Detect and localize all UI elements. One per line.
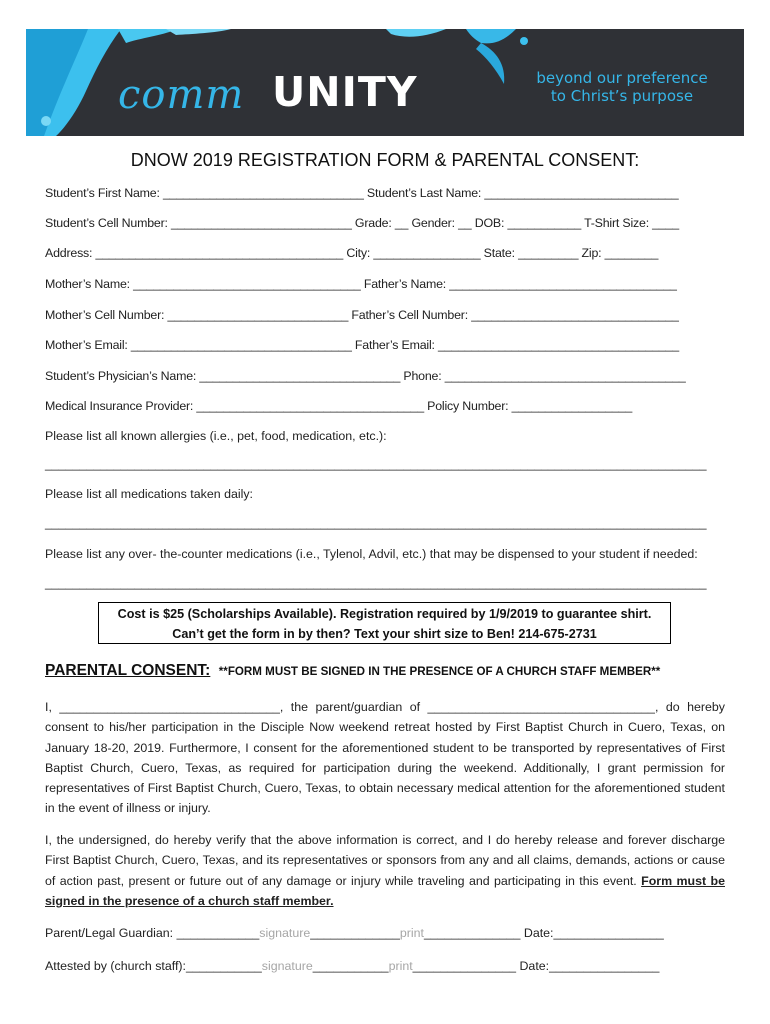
guardian-label: Parent/Legal Guardian: ____________ [45,926,260,940]
release-text: I, the undersigned, do hereby verify that the above information is correct, and I do hereby release and forever discharge First Baptist Church, Cuero, Texas, and its representatives or sponsors from any and all claims, demands, actions or cause of action past, present or future out of any damage or injury while traveling and participating in this event. [45,833,725,888]
staff-date: _______________ Date:________________ [412,959,660,973]
tagline-line-1: beyond our preference [536,69,708,87]
callout-line-2: Can’t get the form in by then? Text your shirt size to Ben! 214-675-2731 [172,627,597,641]
staff-presence-notice: Form must be signed in the presence of a church staff member. [45,873,725,908]
field-parent-names[interactable]: Mother’s Name: __________________________________ Father’s Name: __________________________________ [45,277,677,291]
consent-heading-note: **FORM MUST BE SIGNED IN THE PRESENCE OF A CHURCH STAFF MEMBER** [218,665,661,678]
guardian-signature-line[interactable] [45,925,664,941]
staff-print-hint: print [388,959,413,973]
staff-mid-blank: ___________ [312,959,389,973]
print-hint: print [399,926,424,940]
field-address[interactable]: Address: _____________________________________ City: ________________ State: _________ Zip: ________ [45,246,659,260]
field-parent-cells[interactable]: Mother’s Cell Number: ___________________________ Father’s Cell Number: _______________________________ [45,308,679,322]
otc-blank[interactable]: ________________________________________________________________________________________________ [45,576,707,590]
logo-script-text: comm [118,72,245,118]
consent-heading [45,661,660,682]
staff-signature-hint: signature [261,959,313,973]
medications-blank[interactable]: ________________________________________________________________________________________________ [45,516,707,530]
callout-line-1: Cost is $25 (Scholarships Available). Registration required by 1/9/2019 to guarantee shirt. [117,607,652,621]
consent-paragraph-2 [45,830,725,911]
guardian-date: ______________ Date:________________ [423,926,664,940]
tagline-line-2: to Christ’s purpose [550,87,694,105]
header-banner [26,29,744,136]
otc-label: Please list any over- the-counter medications (i.e., Tylenol, Advil, etc.) that may be dispensed to your student if needed: [45,547,698,561]
field-student-name[interactable]: Student’s First Name: ______________________________ Student’s Last Name: _____________________________ [45,186,679,200]
staff-label: Attested by (church staff):___________ [45,959,262,973]
field-student-cell-grade-gender-dob-shirt[interactable]: Student’s Cell Number: ___________________________ Grade: __ Gender: __ DOB: ___________ T-Shirt Size: ____ [45,216,679,230]
medications-label: Please list all medications taken daily: [45,487,253,501]
allergies-label: Please list all known allergies (i.e., pet, food, medication, etc.): [45,429,387,443]
allergies-blank[interactable]: ________________________________________________________________________________________________ [45,457,707,471]
form-title: DNOW 2019 REGISTRATION FORM & PARENTAL CONSENT: [130,150,640,170]
guardian-mid-blank: _____________ [310,926,400,940]
field-physician[interactable]: Student’s Physician’s Name: ______________________________ Phone: ____________________________________ [45,369,686,383]
field-parent-emails[interactable]: Mother’s Email: _________________________________ Father’s Email: ____________________________________ [45,338,679,352]
signature-hint: signature [259,926,311,940]
staff-attest-line[interactable] [45,958,659,974]
consent-heading-title: PARENTAL CONSENT: [45,662,211,679]
consent-paragraph-1: I, ________________________________, the parent/guardian of _________________________________, do hereby consent to his/her participation in the Disciple Now weekend retreat hosted by First Baptist Church in Cuero, Texas, on January 18-20, 2019. Furthermore, I consent for the aforementioned student to be transported by representatives of First Baptist Church, Cuero, Texas, as required for participation during the weekend. Additionally, I grant permission for representatives of First Baptist Church, Cuero, Texas, to obtain necessary medical attention for the aforementioned student in the event of illness or injury. [45,700,725,816]
logo-bold-text: UNITY [272,68,418,116]
field-insurance[interactable]: Medical Insurance Provider: __________________________________ Policy Number: __________________ [45,399,633,413]
cost-callout-box [98,602,671,644]
tagline [522,69,722,105]
